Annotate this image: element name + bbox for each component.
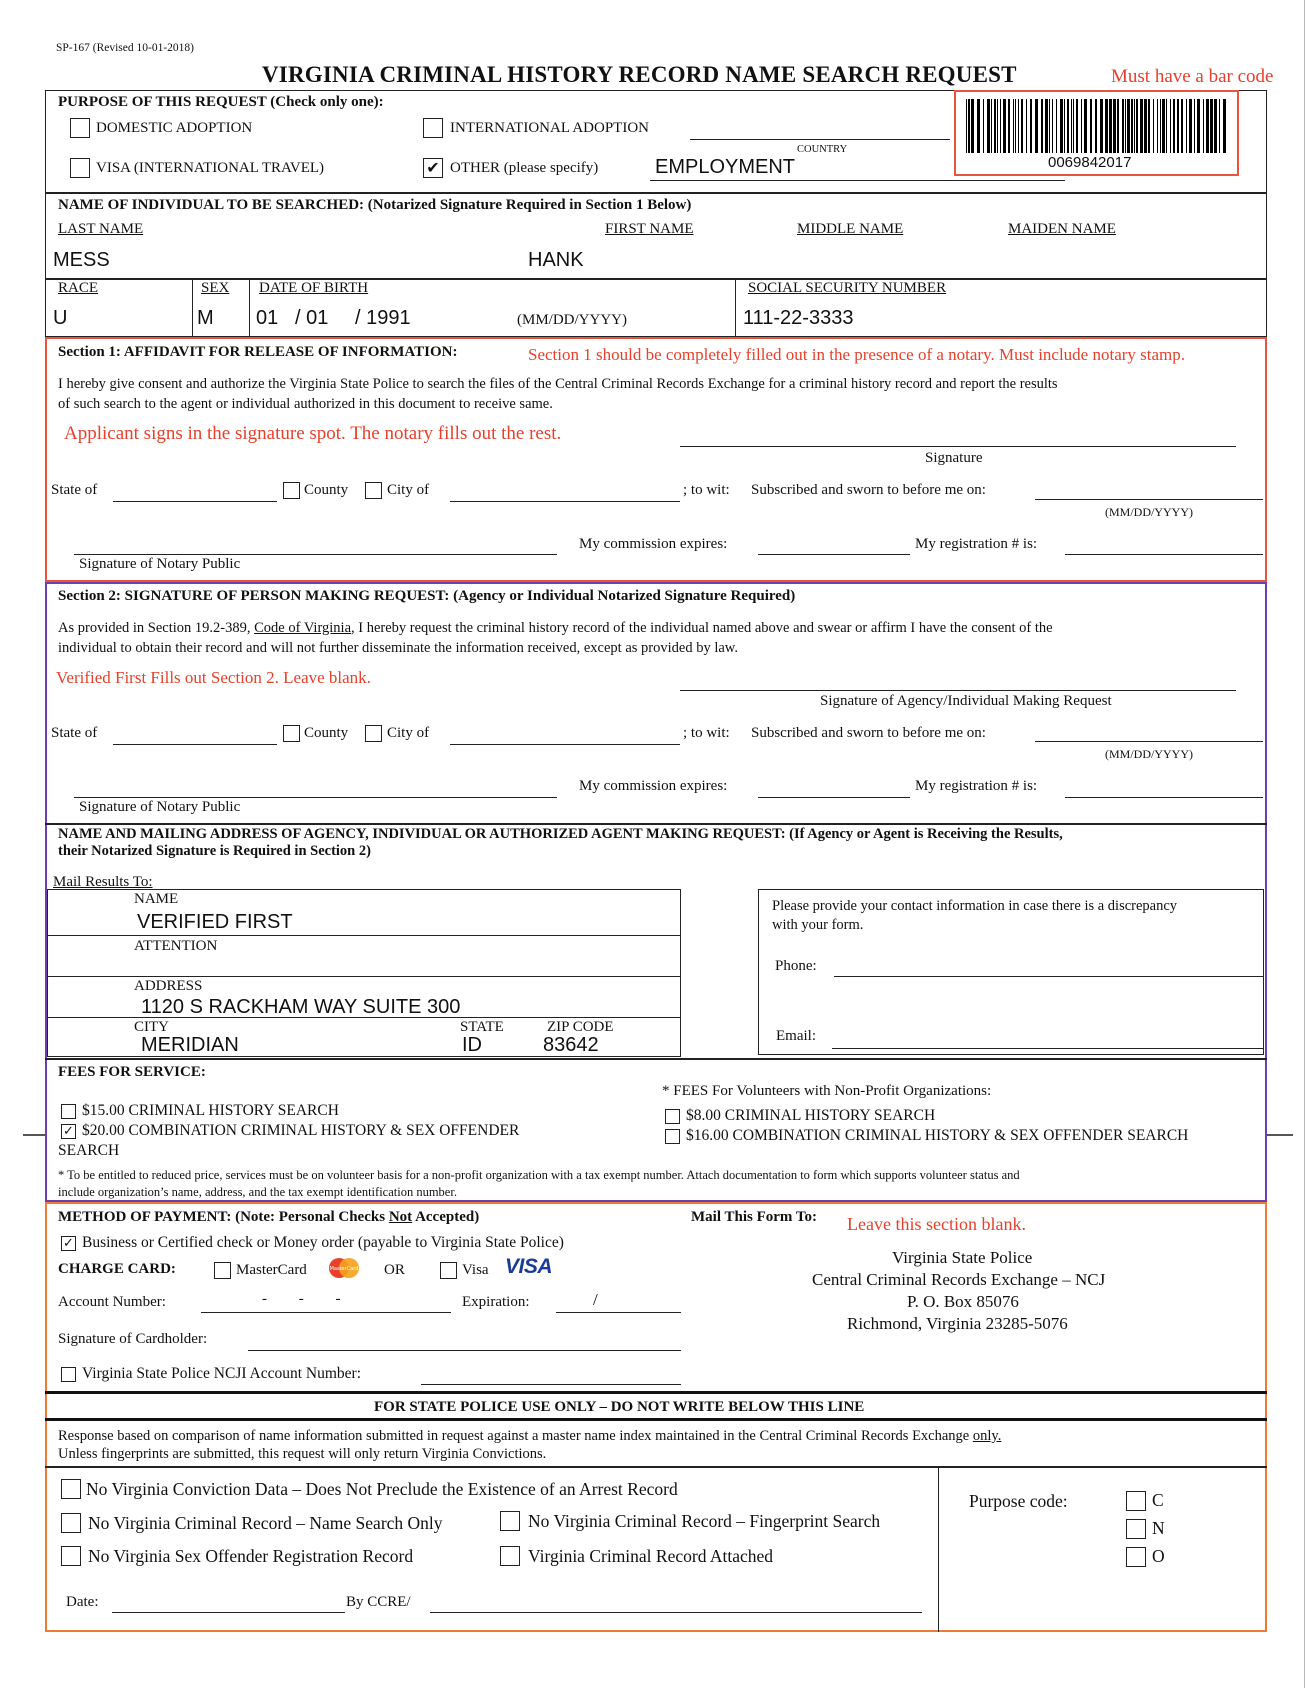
- payment-heading: [58, 1209, 479, 1226]
- vol-fee-8-label: $8.00 CRIMINAL HISTORY SEARCH: [686, 1107, 936, 1124]
- divider: [47, 935, 681, 936]
- city-checkbox-2[interactable]: [365, 725, 382, 742]
- ncji-checkbox[interactable]: [61, 1367, 76, 1382]
- race-label: RACE: [58, 280, 99, 296]
- response-line2: Unless fingerprints are submitted, this request will only return Virginia Convictions.: [58, 1446, 547, 1462]
- registration-label-2: My registration # is:: [915, 778, 1038, 794]
- divider: [45, 192, 1267, 194]
- barcode-bar: [1041, 99, 1043, 153]
- barcode-bar: [1177, 99, 1179, 153]
- barcode-bar: [1148, 99, 1150, 153]
- barcode-bar: [1181, 99, 1183, 153]
- dob-year-value[interactable]: / 1991: [355, 307, 411, 329]
- code-o-checkbox[interactable]: [1126, 1547, 1146, 1567]
- barcode-bar: [1144, 99, 1147, 153]
- signature-label: Signature: [925, 450, 983, 466]
- mail-address-line4: Richmond, Virginia 23285-5076: [847, 1314, 1068, 1333]
- race-value[interactable]: U: [53, 307, 68, 329]
- account-number-line[interactable]: [201, 1312, 451, 1313]
- commission-line[interactable]: [758, 554, 910, 555]
- mail-address-line1: Virginia State Police: [892, 1248, 1033, 1267]
- section2-text-line1: [58, 620, 1053, 637]
- contact-text-line2: with your form.: [772, 917, 864, 933]
- sex-value[interactable]: M: [197, 307, 214, 329]
- city-line-2[interactable]: [450, 744, 680, 745]
- to-wit-label: ; to wit:: [683, 482, 730, 498]
- mastercard-logo: [327, 1256, 361, 1280]
- barcode-bar: [1162, 99, 1165, 153]
- domestic-adoption-checkbox[interactable]: [70, 118, 90, 138]
- country-label: COUNTRY: [797, 144, 848, 155]
- barcode-bar: [1160, 99, 1161, 153]
- barcode-bar: [1203, 99, 1204, 153]
- address-value[interactable]: 1120 S RACKHAM WAY SUITE 300: [141, 996, 461, 1018]
- barcode-bar: [1076, 99, 1078, 153]
- barcode-bar: [1197, 99, 1200, 153]
- dob-month-value[interactable]: 01: [256, 307, 279, 329]
- date-format-2: (MM/DD/YYYY): [1105, 747, 1193, 761]
- maiden-name-label: MAIDEN NAME: [1008, 221, 1116, 237]
- section1-annotation2: Applicant signs in the signature spot. The notary fills out the rest.: [64, 423, 562, 444]
- barcode-bar: [1186, 99, 1187, 153]
- record-attached-label: Virginia Criminal Record Attached: [528, 1546, 774, 1566]
- phone-label: Phone:: [775, 958, 817, 974]
- account-dashes: - - -: [262, 1291, 355, 1307]
- code-o-label: O: [1152, 1546, 1165, 1566]
- no-conviction-label: No Virginia Conviction Data – Does Not Preclude the Existence of an Arrest Record: [86, 1479, 678, 1499]
- barcode-bar: [1170, 99, 1171, 153]
- address-label: ADDRESS: [134, 978, 203, 994]
- state-line[interactable]: [113, 501, 277, 502]
- barcode-annotation: Must have a bar code: [1111, 66, 1274, 87]
- code-c-checkbox[interactable]: [1126, 1491, 1146, 1511]
- margin-mark: [23, 1134, 45, 1136]
- other-specify-value[interactable]: EMPLOYMENT: [655, 156, 796, 178]
- section1-heading: Section 1: AFFIDAVIT FOR RELEASE OF INFORMATION:: [58, 344, 458, 360]
- expiration-label: Expiration:: [462, 1294, 530, 1310]
- domestic-adoption-label: DOMESTIC ADOPTION: [96, 120, 253, 136]
- divider: [45, 1418, 1267, 1421]
- mail-name-label: NAME: [134, 891, 179, 907]
- or-label: OR: [384, 1262, 405, 1278]
- purpose-code-label: Purpose code:: [969, 1491, 1068, 1511]
- subscribed-label: Subscribed and sworn to before me on:: [751, 482, 986, 498]
- section1-annotation: Section 1 should be completely filled out in the presence of a notary. Must include notary stamp.: [528, 345, 1186, 364]
- registration-label: My registration # is:: [915, 536, 1038, 552]
- barcode-bar: [1223, 99, 1226, 153]
- barcode-number: 0069842017: [1048, 154, 1132, 171]
- divider: [45, 1391, 1267, 1394]
- response-line1-text: Response based on comparison of name information submitted in request against a master name index maintained in the Central Criminal Records Exchange: [58, 1428, 973, 1444]
- cardholder-signature-label: Signature of Cardholder:: [58, 1331, 208, 1347]
- barcode-bar: [1214, 99, 1217, 153]
- zip-value[interactable]: 83642: [543, 1034, 599, 1056]
- middle-name-label: MIDDLE NAME: [797, 221, 904, 237]
- sworn-date-line-2[interactable]: [1035, 741, 1263, 742]
- city-checkbox[interactable]: [365, 482, 382, 499]
- record-attached-checkbox[interactable]: [500, 1546, 520, 1566]
- barcode-bar: [1008, 99, 1010, 153]
- city-of-label: City of: [387, 482, 430, 498]
- barcode-bar: [1045, 99, 1048, 153]
- mail-results-to-label: Mail Results To:: [53, 874, 153, 890]
- fees-note-line2: include organization’s name, address, and the tax exempt identification number.: [58, 1185, 457, 1199]
- barcode-bar: [1131, 99, 1133, 153]
- page-edge: [1304, 0, 1305, 1688]
- barcode-bar: [1056, 99, 1057, 153]
- barcode-bar: [1166, 99, 1167, 153]
- signature-line[interactable]: [680, 446, 1236, 447]
- barcode-bar: [1127, 99, 1130, 153]
- visa-checkbox[interactable]: [440, 1262, 457, 1279]
- barcode-bar: [1134, 99, 1135, 153]
- county-label: County: [304, 482, 349, 498]
- state-value[interactable]: ID: [462, 1034, 482, 1056]
- fee-20-label-cont: SEARCH: [58, 1142, 120, 1159]
- barcode-bar: [1125, 99, 1126, 153]
- charge-card-label: CHARGE CARD:: [58, 1261, 176, 1277]
- state-of-label-2: State of: [51, 725, 98, 741]
- divider: [45, 1058, 1267, 1060]
- country-line: [690, 139, 950, 140]
- barcode-bar: [1206, 99, 1209, 153]
- request-signature-line[interactable]: [680, 690, 1236, 691]
- divider: [938, 1466, 939, 1632]
- commission-label-2: My commission expires:: [579, 778, 728, 794]
- mastercard-label: MasterCard: [236, 1262, 307, 1278]
- dob-format: (MM/DD/YYYY): [517, 312, 627, 328]
- fee-15-label: $15.00 CRIMINAL HISTORY SEARCH: [82, 1102, 339, 1119]
- request-signature-label: Signature of Agency/Individual Making Request: [820, 693, 1112, 709]
- barcode-bar: [1052, 99, 1053, 153]
- response-only: only.: [972, 1428, 1002, 1444]
- ssn-label: SOCIAL SECURITY NUMBER: [748, 280, 947, 296]
- visa-travel-label: VISA (INTERNATIONAL TRAVEL): [96, 160, 325, 176]
- sex-label: SEX: [201, 280, 230, 296]
- state-line-2[interactable]: [113, 744, 277, 745]
- payment-heading-pre: METHOD OF PAYMENT: (Note: Personal Checks: [58, 1209, 389, 1225]
- business-check-checkbox[interactable]: ✓: [61, 1236, 76, 1251]
- no-sex-offender-label: No Virginia Sex Offender Registration Record: [88, 1546, 414, 1566]
- barcode-bar: [1113, 99, 1116, 153]
- volunteer-fees-heading: * FEES For Volunteers with Non-Profit Organizations:: [662, 1083, 992, 1099]
- vol-fee-8-checkbox[interactable]: [665, 1109, 680, 1124]
- business-check-label: Business or Certified check or Money order (payable to Virginia State Police): [82, 1234, 564, 1251]
- date-format: (MM/DD/YYYY): [1105, 505, 1193, 519]
- dob-day-value[interactable]: / 01: [295, 307, 329, 329]
- code-c-label: C: [1152, 1490, 1164, 1510]
- expiration-line[interactable]: [556, 1312, 681, 1313]
- expiration-slash: /: [593, 1290, 598, 1309]
- mail-state-label: STATE: [460, 1019, 504, 1035]
- divider: [47, 976, 681, 977]
- form-title: VIRGINIA CRIMINAL HISTORY RECORD NAME SEARCH REQUEST: [262, 62, 1017, 87]
- last-name-value[interactable]: MESS: [53, 249, 110, 271]
- to-wit-label-2: ; to wit:: [683, 725, 730, 741]
- mastercard-logo-text: MasterCard: [329, 1266, 359, 1272]
- no-sex-offender-checkbox[interactable]: [61, 1546, 81, 1566]
- individual-heading: NAME OF INDIVIDUAL TO BE SEARCHED: (Notarized Signature Required in Section 1 Below): [58, 197, 692, 213]
- code-of-virginia-link: Code of Virginia: [254, 620, 352, 636]
- barcode-bar: [977, 99, 980, 153]
- barcode-bar: [994, 99, 996, 153]
- no-conviction-checkbox[interactable]: [61, 1479, 81, 1499]
- vol-fee-16-label: $16.00 COMBINATION CRIMINAL HISTORY & SEX OFFENDER SEARCH: [686, 1127, 1189, 1144]
- zip-label: ZIP CODE: [547, 1019, 614, 1035]
- first-name-value[interactable]: HANK: [528, 249, 584, 271]
- barcode-bar: [1136, 99, 1138, 153]
- by-ccre-line[interactable]: [430, 1612, 922, 1613]
- last-name-label: LAST NAME: [58, 221, 144, 237]
- sworn-date-line[interactable]: [1035, 499, 1263, 500]
- barcode-bar: [1095, 99, 1097, 153]
- form-id: SP-167 (Revised 10-01-2018): [56, 42, 194, 54]
- city-line[interactable]: [450, 501, 680, 502]
- section2-heading: Section 2: SIGNATURE OF PERSON MAKING REQUEST: (Agency or Individual Notarized Signature Required): [58, 588, 796, 604]
- fee-20-checkbox[interactable]: ✓: [61, 1124, 76, 1139]
- county-checkbox[interactable]: [283, 482, 300, 499]
- section2-annotation: Verified First Fills out Section 2. Leave blank.: [56, 668, 371, 687]
- cardholder-signature-line[interactable]: [248, 1350, 681, 1351]
- code-n-checkbox[interactable]: [1126, 1519, 1146, 1539]
- state-of-label: State of: [51, 482, 98, 498]
- email-line[interactable]: [832, 1048, 1264, 1049]
- city-value[interactable]: MERIDIAN: [141, 1034, 239, 1056]
- mail-address-line2: Central Criminal Records Exchange – NCJ: [812, 1270, 1106, 1289]
- barcode-bar: [1030, 99, 1032, 153]
- barcode-bar: [1084, 99, 1087, 153]
- dob-label: DATE OF BIRTH: [259, 280, 369, 296]
- other-label: OTHER (please specify): [450, 160, 599, 176]
- barcode-bar: [1122, 99, 1124, 153]
- barcode-bar: [1067, 99, 1069, 153]
- barcode-bar: [1026, 99, 1027, 153]
- barcode-bar: [1189, 99, 1192, 153]
- divider: [192, 278, 193, 337]
- barcode-bar: [1090, 99, 1092, 153]
- visa-logo: VISA: [505, 1255, 553, 1278]
- barcode-bar: [968, 99, 970, 153]
- barcode-bar: [1105, 99, 1108, 153]
- mail-address-line3: P. O. Box 85076: [907, 1292, 1019, 1311]
- barcode-bar: [1064, 99, 1065, 153]
- section1-text-line1: I hereby give consent and authorize the Virginia State Police to search the files of the Central Criminal Records Exchange for a criminal history record and report the results: [58, 376, 1058, 392]
- notary-signature-label-2: Signature of Notary Public: [79, 799, 241, 815]
- divider: [45, 1466, 1267, 1468]
- divider: [45, 823, 1267, 825]
- subscribed-label-2: Subscribed and sworn to before me on:: [751, 725, 986, 741]
- fee-20-label: $20.00 COMBINATION CRIMINAL HISTORY & SEX OFFENDER: [82, 1122, 520, 1139]
- date-line[interactable]: [112, 1612, 345, 1613]
- barcode-bar: [1153, 99, 1154, 153]
- code-n-label: N: [1152, 1518, 1165, 1538]
- barcode-bar: [1173, 99, 1175, 153]
- divider: [249, 278, 250, 337]
- barcode-bar: [991, 99, 992, 153]
- section2-text-pre: As provided in Section 19.2-389,: [58, 620, 255, 636]
- no-record-fp-checkbox[interactable]: [500, 1511, 520, 1531]
- barcode-bar: [1117, 99, 1119, 153]
- contact-text-line1: Please provide your contact information in case there is a discrepancy: [772, 898, 1178, 914]
- date-label: Date:: [66, 1594, 99, 1610]
- barcode-bar: [1060, 99, 1063, 153]
- barcode-image: [964, 99, 1230, 153]
- payment-annotation: Leave this section blank.: [847, 1214, 1026, 1234]
- no-record-name-checkbox[interactable]: [61, 1513, 81, 1533]
- city-label: CITY: [134, 1019, 169, 1035]
- other-specify-line: [650, 180, 1065, 181]
- fees-heading: FEES FOR SERVICE:: [58, 1064, 206, 1080]
- divider: [735, 278, 736, 337]
- response-line1: [58, 1428, 1001, 1445]
- mailing-heading-line2: their Notarized Signature is Required in Section 2): [58, 843, 371, 859]
- international-adoption-label: INTERNATIONAL ADOPTION: [450, 120, 650, 136]
- fee-15-checkbox[interactable]: [61, 1104, 76, 1119]
- barcode-bar: [1013, 99, 1014, 153]
- commission-label: My commission expires:: [579, 536, 728, 552]
- fees-note-line1: * To be entitled to reduced price, services must be on volunteer basis for a non-profit organization with a tax exempt number. Attach documentation to form which supports volunteer status and: [58, 1168, 1020, 1182]
- barcode-bar: [1100, 99, 1103, 153]
- barcode-bar: [1015, 99, 1016, 153]
- barcode-bar: [1071, 99, 1072, 153]
- notary-signature-line-2[interactable]: [74, 797, 557, 798]
- barcode-bar: [1081, 99, 1082, 153]
- ncji-line[interactable]: [421, 1384, 681, 1385]
- city-of-label-2: City of: [387, 725, 430, 741]
- registration-line[interactable]: [1065, 554, 1263, 555]
- barcode-bar: [1194, 99, 1195, 153]
- state-police-heading: FOR STATE POLICE USE ONLY – DO NOT WRITE BELOW THIS LINE: [374, 1399, 865, 1415]
- barcode-bar: [1219, 99, 1220, 153]
- no-record-name-label: No Virginia Criminal Record – Name Search Only: [88, 1513, 443, 1533]
- barcode-bar: [1210, 99, 1213, 153]
- section2-text-post: , I hereby request the criminal history record of the individual named above and swear or affirm I have the consent of the: [351, 620, 1053, 636]
- vol-fee-16-checkbox[interactable]: [665, 1129, 680, 1144]
- email-label: Email:: [776, 1028, 816, 1044]
- commission-line-2[interactable]: [758, 797, 910, 798]
- visa-travel-checkbox[interactable]: [70, 158, 90, 178]
- section1-text-line2: of such search to the agent or individual authorized in this document to receive same.: [58, 396, 553, 412]
- international-adoption-checkbox[interactable]: [423, 118, 443, 138]
- visa-label: Visa: [462, 1262, 489, 1278]
- notary-signature-label: Signature of Notary Public: [79, 556, 241, 572]
- by-ccre-label: By CCRE/: [346, 1594, 411, 1610]
- registration-line-2[interactable]: [1065, 797, 1263, 798]
- payment-heading-not: Not: [388, 1209, 413, 1225]
- mailing-heading-line1: NAME AND MAILING ADDRESS OF AGENCY, INDIVIDUAL OR AUTHORIZED AGENT MAKING REQUEST: (If Agency or Agent is Receiving the Results,: [58, 826, 1063, 842]
- first-name-label: FIRST NAME: [605, 221, 694, 237]
- barcode-bar: [1018, 99, 1019, 153]
- barcode-bar: [966, 99, 967, 153]
- ncji-label: Virginia State Police NCJI Account Number:: [82, 1365, 362, 1382]
- barcode-bar: [1000, 99, 1001, 153]
- payment-heading-post: Accepted): [412, 1209, 480, 1225]
- barcode-bar: [1157, 99, 1158, 153]
- barcode-bar: [1073, 99, 1074, 153]
- other-checkbox[interactable]: ✔: [423, 158, 443, 178]
- barcode-bar: [1035, 99, 1038, 153]
- phone-line[interactable]: [834, 976, 1264, 977]
- mail-name-value[interactable]: VERIFIED FIRST: [137, 911, 293, 933]
- barcode-bar: [997, 99, 998, 153]
- margin-mark: [1267, 1134, 1293, 1136]
- barcode-bar: [1140, 99, 1143, 153]
- barcode-bar: [983, 99, 984, 153]
- notary-signature-line[interactable]: [74, 554, 557, 555]
- barcode-bar: [1109, 99, 1112, 153]
- barcode-bar: [971, 99, 974, 153]
- purpose-heading: PURPOSE OF THIS REQUEST (Check only one):: [58, 94, 384, 110]
- section2-text-line2: individual to obtain their record and will not further disseminate the information received, except as provided by law.: [58, 640, 738, 656]
- barcode-bar: [1021, 99, 1023, 153]
- county-label-2: County: [304, 725, 349, 741]
- mastercard-checkbox[interactable]: [214, 1262, 231, 1279]
- barcode-bar: [987, 99, 990, 153]
- ssn-value[interactable]: 111-22-3333: [743, 307, 854, 329]
- mail-this-form-label: Mail This Form To:: [691, 1209, 817, 1225]
- no-record-fp-label: No Virginia Criminal Record – Fingerprint Search: [528, 1511, 881, 1531]
- barcode-bar: [1003, 99, 1006, 153]
- county-checkbox-2[interactable]: [283, 725, 300, 742]
- attention-label: ATTENTION: [134, 938, 218, 954]
- account-number-label: Account Number:: [58, 1294, 166, 1310]
- barcode-bar: [1049, 99, 1050, 153]
